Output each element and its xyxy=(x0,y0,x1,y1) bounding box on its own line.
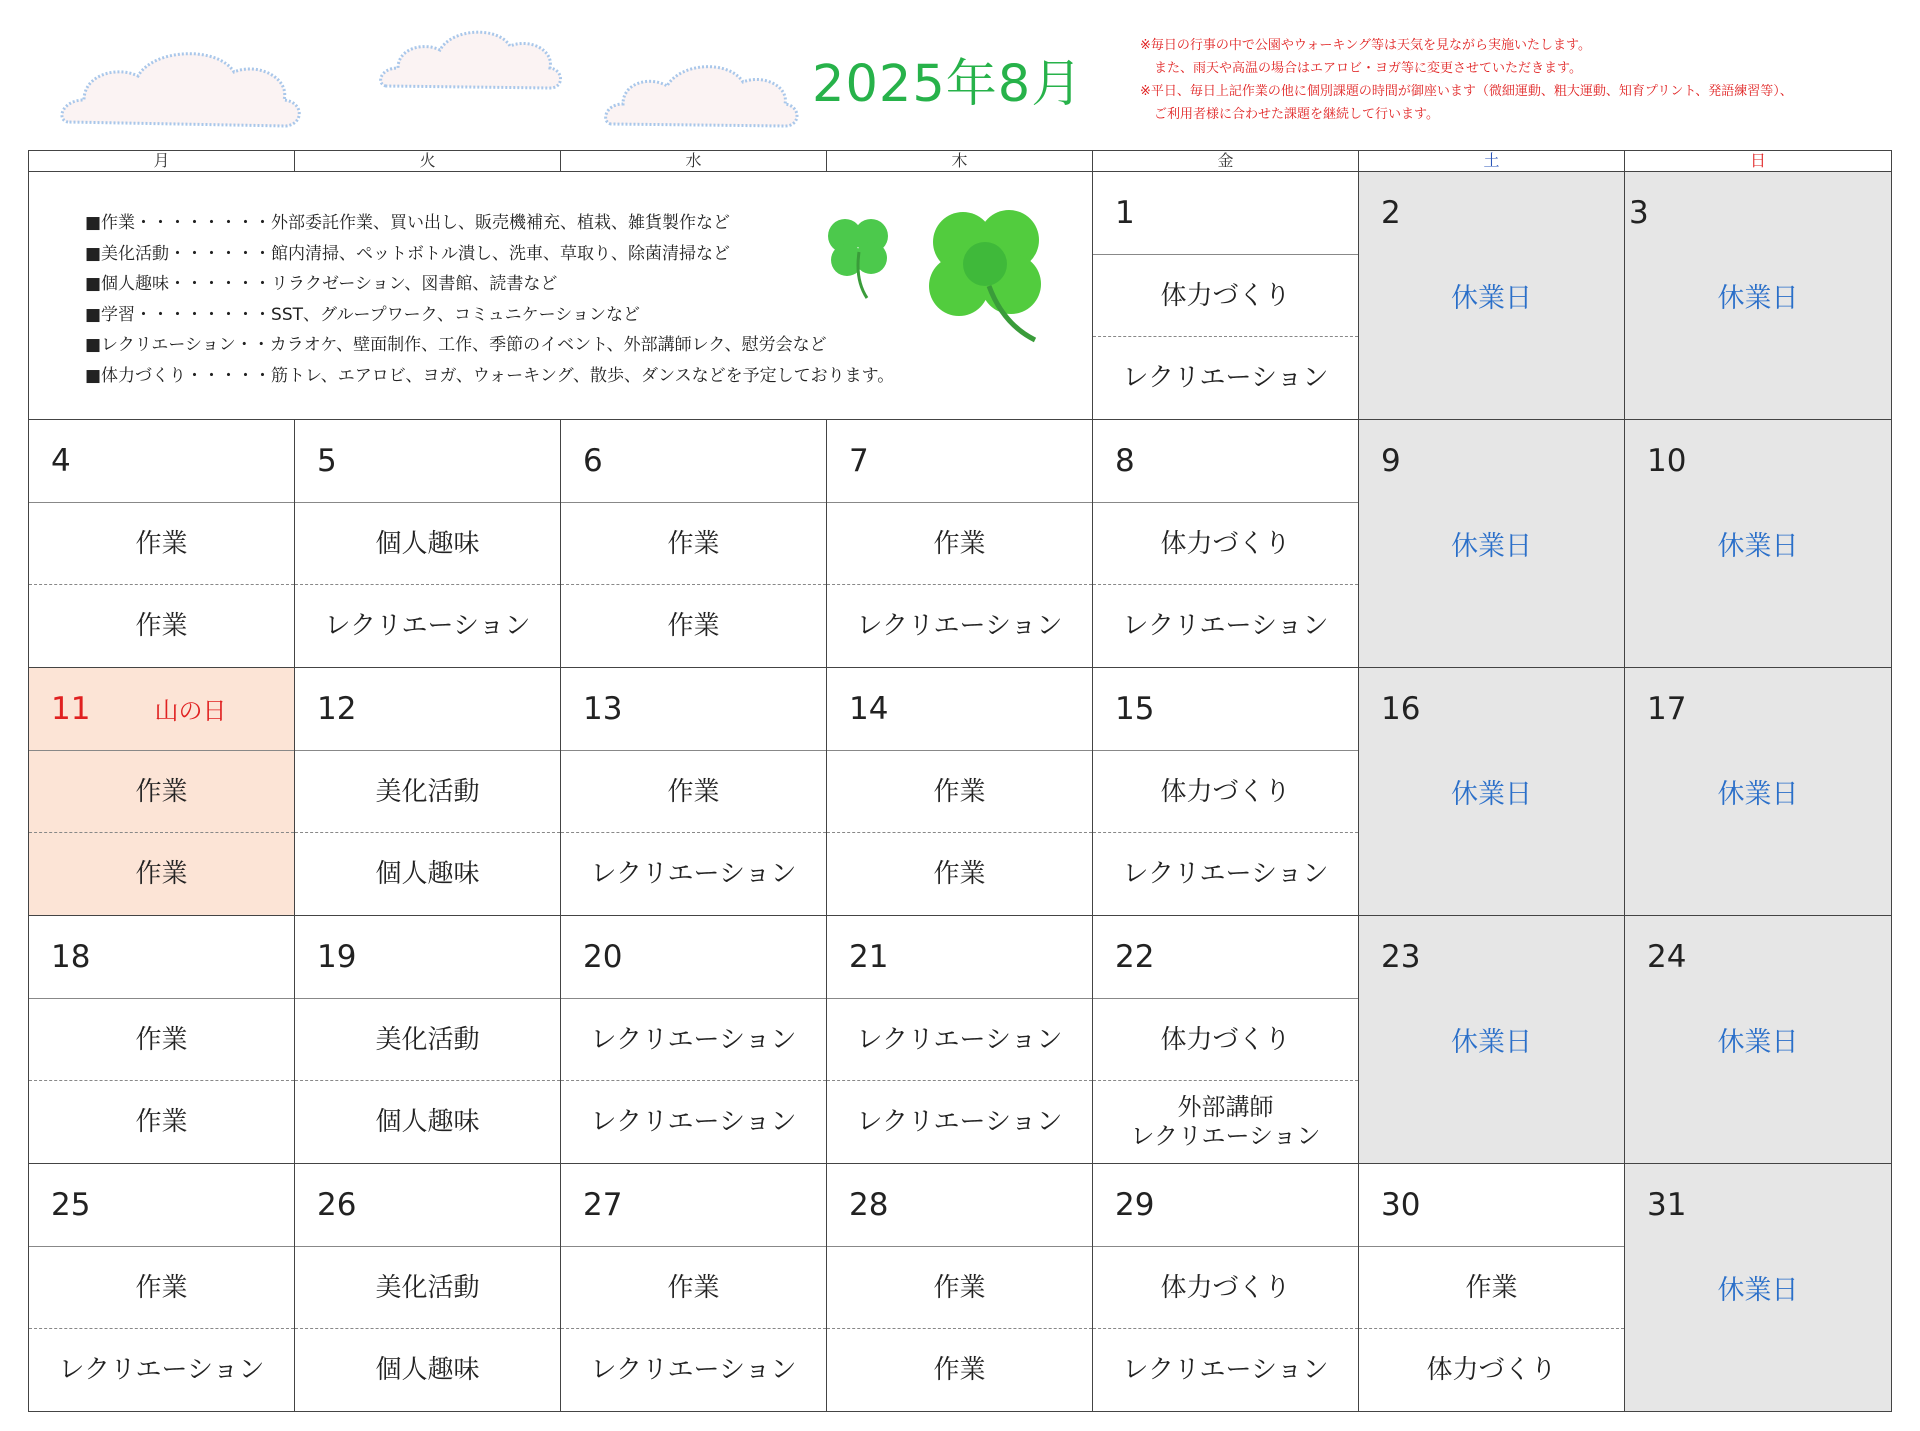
day-number: 24 xyxy=(1647,939,1687,975)
calendar-table xyxy=(28,150,1892,1412)
page-title: 2025年8月 xyxy=(812,55,1084,114)
day-cell-26 xyxy=(295,1164,561,1412)
weekday-header-row xyxy=(29,151,1892,172)
day-number: 2 xyxy=(1381,195,1401,231)
weekday-mon: 月 xyxy=(29,151,295,172)
day-cell-28 xyxy=(827,1164,1093,1412)
activity-1: 作業 xyxy=(827,502,1092,585)
note-line-1: ※毎日の行事の中で公園やウォーキング等は天気を見ながら実施いたします。 xyxy=(1140,38,1591,53)
closed-label: 休業日 xyxy=(1451,778,1532,810)
activity-2: 作業 xyxy=(29,584,294,667)
day-cell-31 xyxy=(1625,1164,1892,1412)
weekday-wed: 水 xyxy=(561,151,827,172)
weekday-tue: 火 xyxy=(295,151,561,172)
activity-1: 作業 xyxy=(561,502,826,585)
day-cell-17 xyxy=(1625,668,1892,916)
closed-label: 休業日 xyxy=(1717,778,1799,810)
day-number: 15 xyxy=(1115,690,1155,727)
activity-1: 作業 xyxy=(561,750,826,833)
activity-2: レクリエーション xyxy=(1093,832,1358,915)
activity-1: 作業 xyxy=(29,998,294,1081)
activity-1: 作業 xyxy=(29,502,294,585)
legend-item-study: ■学習・・・・・・・・SST、グループワーク、コミュニケーションなど xyxy=(85,304,640,325)
day-number: 31 xyxy=(1647,1187,1687,1223)
legend-item-fitness: ■体力づくり・・・・・筋トレ、エアロビ、ヨガ、ウォーキング、散歩、ダンスなどを予定しております。 xyxy=(85,365,895,386)
day-cell-4 xyxy=(29,420,295,668)
day-cell-24 xyxy=(1625,916,1892,1164)
notes-block xyxy=(1140,34,1900,126)
day-number: 30 xyxy=(1381,1186,1421,1223)
activity-1: 作業 xyxy=(1359,1246,1624,1329)
activity-2-line-2: レクリエーション xyxy=(1130,1122,1321,1151)
holiday-day-number: 11 xyxy=(51,690,91,727)
legend-item-hobby: ■個人趣味・・・・・・リラクゼーション、図書館、読書など xyxy=(85,274,558,294)
day-number: 9 xyxy=(1381,443,1401,479)
activity-1: 作業 xyxy=(827,750,1092,833)
day-number: 5 xyxy=(317,442,337,479)
day-number: 3 xyxy=(1629,195,1649,231)
closed-label: 休業日 xyxy=(1717,1026,1799,1058)
activity-2: 個人趣味 xyxy=(295,832,560,915)
activity-1: 体力づくり xyxy=(1093,254,1358,337)
activity-1: 作業 xyxy=(29,1246,294,1329)
closed-label: 休業日 xyxy=(1717,1274,1799,1306)
activity-2: レクリエーション xyxy=(1093,336,1358,419)
day-cell-22 xyxy=(1093,916,1359,1164)
legend-item-recreation: ■レクリエーション・・カラオケ、壁面制作、工作、季節のイベント、外部講師レク、慰労会など xyxy=(85,335,827,355)
activity-2: レクリエーション xyxy=(1093,1328,1358,1411)
day-cell-3 xyxy=(1625,172,1892,420)
day-number: 12 xyxy=(317,690,357,727)
weekday-sat: 土 xyxy=(1359,151,1625,172)
note-line-4: ご利用者様に合わせた課題を継続して行います。 xyxy=(1154,107,1439,122)
activity-2: 作業 xyxy=(29,832,294,915)
day-number: 13 xyxy=(583,690,623,727)
day-number: 19 xyxy=(317,938,357,975)
weekday-sun: 日 xyxy=(1625,151,1892,172)
day-cell-1 xyxy=(1093,172,1359,420)
activity-1: 体力づくり xyxy=(1093,750,1358,833)
day-number: 18 xyxy=(51,938,91,975)
activity-2: レクリエーション xyxy=(827,584,1092,667)
closed-label: 休業日 xyxy=(1717,530,1799,562)
day-number: 22 xyxy=(1115,938,1155,975)
weekday-fri: 金 xyxy=(1093,151,1359,172)
day-cell-19 xyxy=(295,916,561,1164)
day-number: 4 xyxy=(51,442,71,479)
activity-2: レクリエーション xyxy=(561,832,826,915)
activity-2: レクリエーション xyxy=(29,1328,294,1411)
closed-label: 休業日 xyxy=(1451,530,1532,562)
activity-2: レクリエーション xyxy=(561,1328,826,1411)
activity-1: 美化活動 xyxy=(295,998,560,1081)
activity-1: 体力づくり xyxy=(1093,998,1358,1081)
activity-2: レクリエーション xyxy=(561,1080,826,1163)
day-number: 1 xyxy=(1115,194,1135,231)
note-line-3: ※平日、毎日上記作業の他に個別課題の時間が御座います（微細運動、粗大運動、知育プリント、発語練習等）、 xyxy=(1140,84,1793,99)
day-number xyxy=(29,668,294,750)
week-row-2 xyxy=(29,420,1892,668)
closed-label: 休業日 xyxy=(1717,282,1799,314)
day-cell-9 xyxy=(1359,420,1625,668)
activity-1: 美化活動 xyxy=(295,1246,560,1329)
day-number: 8 xyxy=(1115,442,1135,479)
small-clover-icon xyxy=(819,212,899,302)
day-cell-29 xyxy=(1093,1164,1359,1412)
legend-cell xyxy=(29,172,1093,420)
activity-1: 体力づくり xyxy=(1093,502,1358,585)
day-cell-2 xyxy=(1359,172,1625,420)
day-cell-18 xyxy=(29,916,295,1164)
activity-2: 作業 xyxy=(29,1080,294,1163)
day-number: 16 xyxy=(1381,691,1421,727)
activity-2: 作業 xyxy=(561,584,826,667)
weekday-thu: 木 xyxy=(827,151,1093,172)
day-number: 25 xyxy=(51,1186,91,1223)
activity-1: 作業 xyxy=(561,1246,826,1329)
activity-2: レクリエーション xyxy=(1093,584,1358,667)
activity-2: 個人趣味 xyxy=(295,1328,560,1411)
week-row-4 xyxy=(29,916,1892,1164)
day-number: 28 xyxy=(849,1186,889,1223)
cloud-illustration-left xyxy=(58,42,306,134)
legend-item-work: ■作業・・・・・・・・外部委託作業、買い出し、販売機補充、植栽、雑貨製作など xyxy=(85,213,731,233)
closed-label: 休業日 xyxy=(1451,1026,1532,1058)
activity-1: 体力づくり xyxy=(1093,1246,1358,1329)
holiday-name: 山の日 xyxy=(154,697,227,726)
day-number: 29 xyxy=(1115,1186,1155,1223)
activity-2: レクリエーション xyxy=(295,584,560,667)
day-cell-15 xyxy=(1093,668,1359,916)
activity-2 xyxy=(1093,1080,1358,1163)
activity-1: レクリエーション xyxy=(561,998,826,1081)
day-cell-30 xyxy=(1359,1164,1625,1412)
day-cell-20 xyxy=(561,916,827,1164)
day-cell-14 xyxy=(827,668,1093,916)
day-number: 10 xyxy=(1647,443,1687,479)
day-cell-13 xyxy=(561,668,827,916)
activity-1: 個人趣味 xyxy=(295,502,560,585)
activity-2: 作業 xyxy=(827,1328,1092,1411)
day-cell-10 xyxy=(1625,420,1892,668)
activity-1: 美化活動 xyxy=(295,750,560,833)
day-cell-7 xyxy=(827,420,1093,668)
day-cell-25 xyxy=(29,1164,295,1412)
large-clover-icon xyxy=(919,200,1059,350)
day-number: 6 xyxy=(583,442,603,479)
activity-2: レクリエーション xyxy=(827,1080,1092,1163)
day-cell-21 xyxy=(827,916,1093,1164)
activity-legend xyxy=(85,208,895,391)
activity-2: 個人趣味 xyxy=(295,1080,560,1163)
activity-1: 作業 xyxy=(29,750,294,833)
day-cell-16 xyxy=(1359,668,1625,916)
week-row-5 xyxy=(29,1164,1892,1412)
day-number: 26 xyxy=(317,1186,357,1223)
activity-2: 体力づくり xyxy=(1359,1328,1624,1411)
day-number: 27 xyxy=(583,1186,623,1223)
day-number: 17 xyxy=(1647,691,1687,727)
week-row-3 xyxy=(29,668,1892,916)
activity-2: 作業 xyxy=(827,832,1092,915)
day-number: 14 xyxy=(849,690,889,727)
day-cell-11 xyxy=(29,668,295,916)
day-cell-12 xyxy=(295,668,561,916)
cloud-illustration-middle xyxy=(378,24,564,94)
day-number: 23 xyxy=(1381,939,1421,975)
cloud-illustration-right xyxy=(603,58,801,132)
day-cell-5 xyxy=(295,420,561,668)
day-number: 7 xyxy=(849,442,869,479)
day-cell-23 xyxy=(1359,916,1625,1164)
day-number: 20 xyxy=(583,938,623,975)
closed-label: 休業日 xyxy=(1451,282,1532,314)
activity-1: 作業 xyxy=(827,1246,1092,1329)
day-cell-27 xyxy=(561,1164,827,1412)
legend-item-cleaning: ■美化活動・・・・・・館内清掃、ペットボトル潰し、洗車、草取り、除菌清掃など xyxy=(85,243,731,264)
note-line-2: また、雨天や高温の場合はエアロビ・ヨガ等に変更させていただきます。 xyxy=(1154,61,1582,76)
day-cell-8 xyxy=(1093,420,1359,668)
day-number: 21 xyxy=(849,938,889,975)
day-cell-6 xyxy=(561,420,827,668)
activity-1: レクリエーション xyxy=(827,998,1092,1081)
week-row-1 xyxy=(29,172,1892,420)
activity-2-line-1: 外部講師 xyxy=(1177,1093,1274,1122)
